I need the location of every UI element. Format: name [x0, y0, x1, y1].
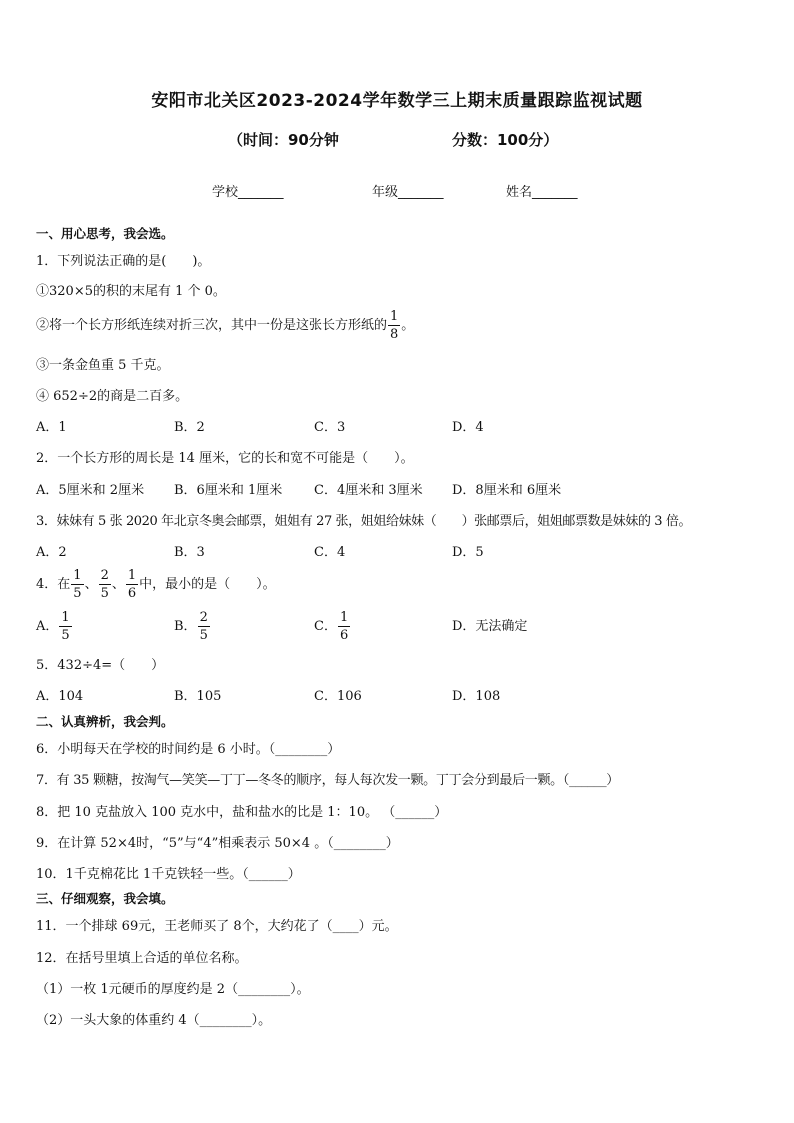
section-heading-choice: 一、用心思考，我会选。 [36, 226, 174, 241]
question-12-part-2: （2）一头大象的体重约 4（________）。 [36, 1013, 272, 1028]
option-c[interactable]: C．3 [314, 420, 346, 435]
question-10: 10．1千克棉花比 1千克铁轻一些。（______） [36, 867, 301, 882]
name-field[interactable]: 姓名_______ [506, 185, 578, 200]
option-b[interactable]: B．3 [174, 545, 205, 560]
option-b[interactable]: B． $\frac{2}{5}$ [174, 610, 208, 643]
question-3-options [36, 541, 736, 559]
question-12-part-1: （1）一枚 1元硬币的厚度约是 2（________）。 [36, 982, 310, 997]
option-d[interactable]: D．无法确定 [452, 619, 528, 634]
option-d[interactable]: D．8厘米和 6厘米 [452, 483, 562, 498]
fraction-1-5: $\frac{1}{5}$ [73, 568, 82, 601]
option-b[interactable]: B．105 [174, 689, 222, 704]
option-a[interactable]: A．104 [36, 689, 84, 704]
section-heading-fill: 三、仔细观察，我会填。 [36, 891, 174, 906]
question-4-stem: 4．在 $\frac{1}{5}$ 、 $\frac{2}{5}$ 、 $\frac{1}{6}$ 中，最小的是（ ）。 [36, 568, 276, 601]
question-1-statement-1: ①320×5的积的末尾有 1 个 0。 [36, 284, 226, 299]
question-1-options [36, 416, 736, 434]
option-c[interactable]: C．4 [314, 545, 346, 560]
fraction-1-6: $\frac{1}{6}$ [127, 568, 137, 601]
question-1-statement-3: ③一条金鱼重 5 千克。 [36, 358, 170, 373]
fraction-2-5: $\frac{2}{5}$ [100, 568, 109, 601]
section-heading-judge: 二、认真辨析，我会判。 [36, 714, 174, 729]
option-a[interactable]: A．5厘米和 2厘米 [36, 483, 145, 498]
option-c[interactable]: C．4厘米和 3厘米 [314, 483, 423, 498]
question-9: 9．在计算 52×4时，“5”与“4”相乘表示 50×4 。（________） [36, 836, 399, 851]
question-6: 6．小明每天在学校的时间约是 6 小时。（________） [36, 742, 341, 757]
option-a[interactable]: A．1 [36, 420, 67, 435]
question-1-stem: 1．下列说法正确的是( )。 [36, 254, 211, 269]
option-c[interactable]: C．106 [314, 689, 362, 704]
question-11: 11．一个排球 69元，王老师买了 8个，大约花了（____）元。 [36, 919, 398, 934]
question-4-options [36, 607, 736, 647]
school-field[interactable]: 学校_______ [212, 185, 284, 200]
exam-score: 分数：100分） [452, 131, 559, 149]
statement-2-text: ②将一个长方形纸连续对折三次，其中一份是这张长方形纸的 [36, 318, 388, 333]
exam-time: （时间：90分钟 [228, 131, 339, 149]
exam-meta [0, 129, 794, 151]
option-d[interactable]: D．108 [452, 689, 501, 704]
student-info [0, 181, 794, 203]
option-d[interactable]: D．4 [452, 420, 484, 435]
fraction-1-8: $\frac{1}{8}$ [390, 309, 399, 342]
option-a[interactable]: A． $\frac{1}{5}$ [36, 610, 70, 643]
option-b[interactable]: B．2 [174, 420, 205, 435]
option-b[interactable]: B．6厘米和 1厘米 [174, 483, 283, 498]
grade-field[interactable]: 年级_______ [372, 185, 444, 200]
question-12-stem: 12．在括号里填上合适的单位名称。 [36, 951, 248, 966]
question-1-statement-4: ④ 652÷2的商是二百多。 [36, 389, 189, 404]
question-2-options [36, 479, 736, 497]
question-2-stem: 2．一个长方形的周长是 14 厘米，它的长和宽不可能是（ ）。 [36, 451, 414, 466]
question-3-stem: 3．妹妹有 5 张 2020 年北京冬奥会邮票，姐姐有 27 张，姐姐给妹妹（ ）张邮票后，姐姐邮票数是妹妹的 3 倍。 [36, 514, 692, 529]
question-8: 8．把 10 克盐放入 100 克水中，盐和盐水的比是 1：10。 （______） [36, 805, 448, 820]
option-a[interactable]: A．2 [36, 545, 67, 560]
option-c[interactable]: C． $\frac{1}{6}$ [314, 610, 349, 643]
question-5-stem: 5．432÷4=（ ） [36, 658, 165, 673]
question-5-options [36, 685, 736, 703]
question-1-statement-2: ②将一个长方形纸连续对折三次，其中一份是这张长方形纸的 $\frac{1}{8}$ 。 [36, 309, 415, 342]
page-title: 安阳市北关区2023-2024学年数学三上期末质量跟踪监视试题 [151, 91, 643, 111]
question-7: 7．有 35 颗糖，按淘气—笑笑—丁丁—冬冬的顺序，每人每次发一颗。丁丁会分到最后一颗。（______） [36, 773, 619, 788]
option-d[interactable]: D．5 [452, 545, 484, 560]
